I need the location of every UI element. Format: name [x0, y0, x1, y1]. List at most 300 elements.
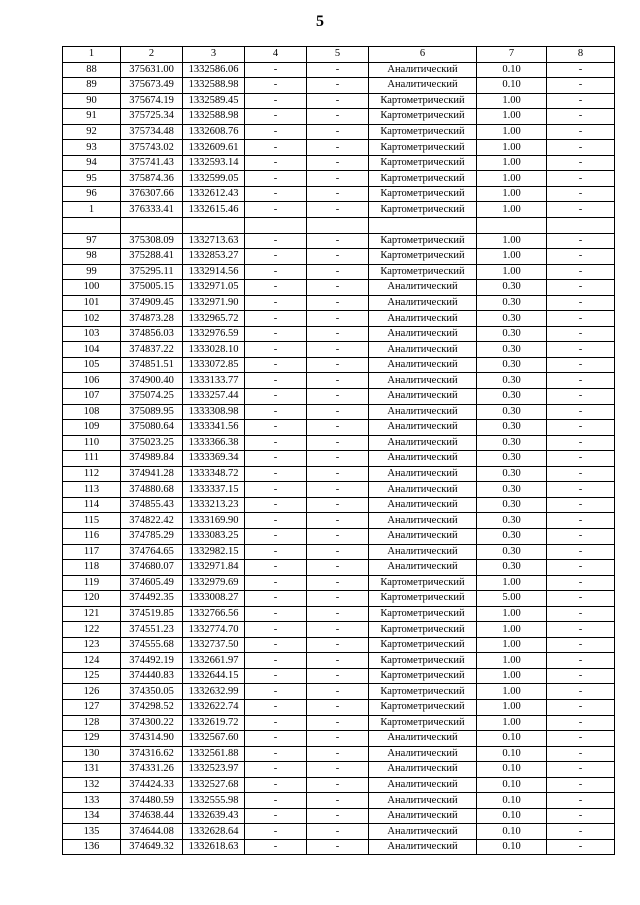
table-cell-col-5: - — [307, 777, 369, 793]
table-row — [63, 249, 615, 265]
table-cell-col-6 — [369, 218, 477, 234]
table-cell-col-2: 375734.48 — [121, 124, 183, 140]
table-cell-col-6: Картометрический — [369, 606, 477, 622]
table-cell-col-5: - — [307, 295, 369, 311]
table-cell-col-7: 1.00 — [477, 264, 547, 280]
table-cell-col-3: 1332619.72 — [183, 715, 245, 731]
table-cell-col-3: 1332589.45 — [183, 93, 245, 109]
table-cell-col-8: - — [547, 435, 615, 451]
table-cell-col-7: 0.30 — [477, 342, 547, 358]
table-cell-col-8: - — [547, 62, 615, 78]
table-cell-col-3: 1332609.61 — [183, 140, 245, 156]
table-cell-col-1: 133 — [63, 793, 121, 809]
table-cell-col-7: 5.00 — [477, 591, 547, 607]
table-cell-col-2: 374492.35 — [121, 591, 183, 607]
table-cell-col-4 — [245, 218, 307, 234]
table-cell-col-2: 374989.84 — [121, 451, 183, 467]
table-row — [63, 513, 615, 529]
column-header-4: 4 — [245, 47, 307, 63]
table-cell-col-2: 374822.42 — [121, 513, 183, 529]
table-cell-col-4: - — [245, 824, 307, 840]
table-cell-col-2: 374764.65 — [121, 544, 183, 560]
table-cell-col-1: 125 — [63, 668, 121, 684]
column-header-7: 7 — [477, 47, 547, 63]
table-cell-col-3: 1332588.98 — [183, 109, 245, 125]
table-cell-col-5: - — [307, 155, 369, 171]
table-cell-col-1: 109 — [63, 420, 121, 436]
table-cell-col-3: 1333083.25 — [183, 528, 245, 544]
table-cell-col-7: 0.10 — [477, 78, 547, 94]
table-cell-col-5: - — [307, 451, 369, 467]
table-cell-col-4: - — [245, 93, 307, 109]
table-cell-col-3: 1332628.64 — [183, 824, 245, 840]
table-cell-col-2: 374480.59 — [121, 793, 183, 809]
table-row — [63, 186, 615, 202]
table-cell-col-8: - — [547, 466, 615, 482]
table-cell-col-8: - — [547, 808, 615, 824]
table-cell-col-5: - — [307, 62, 369, 78]
table-cell-col-5: - — [307, 497, 369, 513]
table-cell-col-4: - — [245, 466, 307, 482]
table-cell-col-7: 1.00 — [477, 699, 547, 715]
table-cell-col-3: 1332971.05 — [183, 280, 245, 296]
table-cell-col-7: 1.00 — [477, 684, 547, 700]
table-cell-col-8: - — [547, 373, 615, 389]
table-cell-col-8: - — [547, 311, 615, 327]
table-cell-col-8: - — [547, 420, 615, 436]
table-cell-col-8: - — [547, 186, 615, 202]
table-cell-col-2: 375080.64 — [121, 420, 183, 436]
table-cell-col-4: - — [245, 62, 307, 78]
table-cell-col-2: 374900.40 — [121, 373, 183, 389]
column-header-2: 2 — [121, 47, 183, 63]
table-cell-col-2: 375673.49 — [121, 78, 183, 94]
table-cell-col-6: Картометрический — [369, 171, 477, 187]
table-cell-col-5: - — [307, 824, 369, 840]
table-cell-col-2: 374350.05 — [121, 684, 183, 700]
table-cell-col-8: - — [547, 591, 615, 607]
table-cell-col-8: - — [547, 637, 615, 653]
table-cell-col-4: - — [245, 622, 307, 638]
table-cell-col-6: Картометрический — [369, 591, 477, 607]
table-row — [63, 482, 615, 498]
table-cell-col-5: - — [307, 373, 369, 389]
table-cell-col-7: 1.00 — [477, 575, 547, 591]
table-row — [63, 591, 615, 607]
table-cell-col-6: Картометрический — [369, 684, 477, 700]
table-cell-col-6: Картометрический — [369, 202, 477, 218]
table-cell-col-6: Аналитический — [369, 404, 477, 420]
table-cell-col-6: Картометрический — [369, 233, 477, 249]
table-cell-col-7: 1.00 — [477, 124, 547, 140]
table-cell-col-5: - — [307, 186, 369, 202]
table-cell-col-6: Картометрический — [369, 140, 477, 156]
table-cell-col-3: 1332713.63 — [183, 233, 245, 249]
table-row — [63, 746, 615, 762]
table-row — [63, 839, 615, 855]
table-cell-col-3: 1333369.34 — [183, 451, 245, 467]
table-cell-col-6: Аналитический — [369, 466, 477, 482]
table-row — [63, 357, 615, 373]
table-cell-col-3: 1332965.72 — [183, 311, 245, 327]
table-cell-col-4: - — [245, 109, 307, 125]
table-cell-col-4: - — [245, 280, 307, 296]
table-row — [63, 684, 615, 700]
table-cell-col-3: 1332737.50 — [183, 637, 245, 653]
table-cell-col-5: - — [307, 528, 369, 544]
table-cell-col-6: Аналитический — [369, 824, 477, 840]
table-cell-col-6: Аналитический — [369, 777, 477, 793]
table-cell-col-2: 374440.83 — [121, 668, 183, 684]
table-cell-col-5: - — [307, 715, 369, 731]
table-cell-col-8: - — [547, 824, 615, 840]
table-cell-col-5: - — [307, 78, 369, 94]
table-cell-col-6: Аналитический — [369, 389, 477, 405]
table-cell-col-3: 1332976.59 — [183, 326, 245, 342]
table-row — [63, 420, 615, 436]
table-row — [63, 155, 615, 171]
table-row — [63, 109, 615, 125]
table-cell-col-7: 0.10 — [477, 808, 547, 824]
table-cell-col-7: 1.00 — [477, 140, 547, 156]
table-cell-col-4: - — [245, 575, 307, 591]
table-cell-col-7: 0.10 — [477, 731, 547, 747]
table-cell-col-1: 101 — [63, 295, 121, 311]
table-cell-col-1: 122 — [63, 622, 121, 638]
table-cell-col-7: 1.00 — [477, 249, 547, 265]
table-row — [63, 824, 615, 840]
table-cell-col-1: 116 — [63, 528, 121, 544]
table-row — [63, 171, 615, 187]
table-cell-col-1: 112 — [63, 466, 121, 482]
table-cell-col-7: 1.00 — [477, 637, 547, 653]
table-cell-col-8: - — [547, 342, 615, 358]
table-cell-col-4: - — [245, 715, 307, 731]
table-cell-col-3: 1333169.90 — [183, 513, 245, 529]
table-cell-col-8: - — [547, 78, 615, 94]
table-cell-col-5: - — [307, 311, 369, 327]
table-cell-col-3: 1332599.05 — [183, 171, 245, 187]
table-cell-col-7: 1.00 — [477, 109, 547, 125]
table-row — [63, 793, 615, 809]
table-cell-col-1: 129 — [63, 731, 121, 747]
header-row — [63, 47, 615, 63]
table-cell-col-7: 0.10 — [477, 824, 547, 840]
table-cell-col-1 — [63, 218, 121, 234]
table-cell-col-1: 128 — [63, 715, 121, 731]
table-cell-col-7: 1.00 — [477, 622, 547, 638]
table-cell-col-7: 0.30 — [477, 544, 547, 560]
table-cell-col-1: 134 — [63, 808, 121, 824]
table-cell-col-1: 130 — [63, 746, 121, 762]
table-cell-col-3: 1333341.56 — [183, 420, 245, 436]
table-cell-col-8: - — [547, 497, 615, 513]
table-cell-col-8: - — [547, 249, 615, 265]
table-cell-col-7: 0.30 — [477, 404, 547, 420]
table-cell-col-1: 131 — [63, 762, 121, 778]
table-cell-col-6: Аналитический — [369, 544, 477, 560]
table-cell-col-6: Аналитический — [369, 513, 477, 529]
table-cell-col-1: 120 — [63, 591, 121, 607]
table-cell-col-2: 374837.22 — [121, 342, 183, 358]
table-cell-col-7: 0.30 — [477, 497, 547, 513]
table-cell-col-2: 375631.00 — [121, 62, 183, 78]
table-cell-col-5: - — [307, 466, 369, 482]
table-cell-col-3: 1333028.10 — [183, 342, 245, 358]
table-cell-col-3: 1333308.98 — [183, 404, 245, 420]
table-cell-col-4: - — [245, 762, 307, 778]
table-cell-col-1: 132 — [63, 777, 121, 793]
table-cell-col-4: - — [245, 451, 307, 467]
table-cell-col-3: 1333133.77 — [183, 373, 245, 389]
column-header-1: 1 — [63, 47, 121, 63]
table-cell-col-3: 1333366.38 — [183, 435, 245, 451]
table-row — [63, 668, 615, 684]
table-cell-col-2: 374941.28 — [121, 466, 183, 482]
table-cell-col-2: 375288.41 — [121, 249, 183, 265]
table-cell-col-2: 374880.68 — [121, 482, 183, 498]
table-cell-col-4: - — [245, 357, 307, 373]
table-cell-col-8: - — [547, 762, 615, 778]
table-cell-col-7: 1.00 — [477, 202, 547, 218]
table-cell-col-2: 374555.68 — [121, 637, 183, 653]
table-cell-col-5: - — [307, 544, 369, 560]
table-row — [63, 699, 615, 715]
table-cell-col-6: Картометрический — [369, 93, 477, 109]
table-cell-col-2: 375308.09 — [121, 233, 183, 249]
table-cell-col-3: 1332914.56 — [183, 264, 245, 280]
table-cell-col-2: 375743.02 — [121, 140, 183, 156]
table-cell-col-3: 1332644.15 — [183, 668, 245, 684]
table-cell-col-5: - — [307, 171, 369, 187]
column-header-3: 3 — [183, 47, 245, 63]
table-separator-row — [63, 218, 615, 234]
table-cell-col-8: - — [547, 731, 615, 747]
table-cell-col-1: 123 — [63, 637, 121, 653]
table-cell-col-3: 1333348.72 — [183, 466, 245, 482]
column-header-5: 5 — [307, 47, 369, 63]
table-cell-col-4: - — [245, 311, 307, 327]
table-row — [63, 808, 615, 824]
table-cell-col-5: - — [307, 746, 369, 762]
table-cell-col-2: 374298.52 — [121, 699, 183, 715]
table-cell-col-4: - — [245, 699, 307, 715]
table-cell-col-3 — [183, 218, 245, 234]
table-cell-col-6: Картометрический — [369, 575, 477, 591]
table-cell-col-4: - — [245, 326, 307, 342]
table-cell-col-5: - — [307, 606, 369, 622]
table-cell-col-5: - — [307, 699, 369, 715]
table-cell-col-2: 375023.25 — [121, 435, 183, 451]
table-cell-col-8: - — [547, 528, 615, 544]
table-cell-col-8: - — [547, 171, 615, 187]
table-cell-col-6: Аналитический — [369, 746, 477, 762]
table-row — [63, 497, 615, 513]
table-cell-col-4: - — [245, 404, 307, 420]
table-cell-col-6: Картометрический — [369, 653, 477, 669]
table-cell-col-3: 1333213.23 — [183, 497, 245, 513]
table-cell-col-4: - — [245, 186, 307, 202]
table-cell-col-3: 1332853.27 — [183, 249, 245, 265]
table-cell-col-3: 1332523.97 — [183, 762, 245, 778]
table-cell-col-1: 92 — [63, 124, 121, 140]
table-cell-col-1: 105 — [63, 357, 121, 373]
table-cell-col-5: - — [307, 560, 369, 576]
table-row — [63, 777, 615, 793]
table-cell-col-5: - — [307, 637, 369, 653]
table-cell-col-3: 1332527.68 — [183, 777, 245, 793]
table-cell-col-8: - — [547, 777, 615, 793]
table-cell-col-4: - — [245, 497, 307, 513]
table-cell-col-4: - — [245, 202, 307, 218]
table-row — [63, 622, 615, 638]
table-cell-col-5: - — [307, 575, 369, 591]
table-cell-col-1: 99 — [63, 264, 121, 280]
table-cell-col-4: - — [245, 513, 307, 529]
table-cell-col-8: - — [547, 513, 615, 529]
table-cell-col-8: - — [547, 389, 615, 405]
table-cell-col-2: 375074.25 — [121, 389, 183, 405]
table-cell-col-6: Аналитический — [369, 482, 477, 498]
table-cell-col-1: 1 — [63, 202, 121, 218]
table-row — [63, 637, 615, 653]
table-cell-col-1: 113 — [63, 482, 121, 498]
table-cell-col-6: Картометрический — [369, 715, 477, 731]
table-cell-col-4: - — [245, 606, 307, 622]
table-row — [63, 62, 615, 78]
table-cell-col-2: 375295.11 — [121, 264, 183, 280]
table-cell-col-7: 0.30 — [477, 389, 547, 405]
table-cell-col-6: Картометрический — [369, 668, 477, 684]
table-cell-col-5: - — [307, 124, 369, 140]
table-cell-col-3: 1332586.06 — [183, 62, 245, 78]
table-cell-col-6: Аналитический — [369, 762, 477, 778]
table-row — [63, 762, 615, 778]
table-row — [63, 575, 615, 591]
table-cell-col-1: 121 — [63, 606, 121, 622]
table-cell-col-8: - — [547, 684, 615, 700]
table-cell-col-4: - — [245, 668, 307, 684]
table-cell-col-1: 117 — [63, 544, 121, 560]
table-cell-col-4: - — [245, 78, 307, 94]
table-cell-col-3: 1332593.14 — [183, 155, 245, 171]
table-cell-col-8: - — [547, 280, 615, 296]
table-cell-col-1: 89 — [63, 78, 121, 94]
table-row — [63, 653, 615, 669]
table-cell-col-1: 126 — [63, 684, 121, 700]
table-cell-col-5: - — [307, 264, 369, 280]
table-cell-col-3: 1332971.84 — [183, 560, 245, 576]
table-cell-col-2: 375005.15 — [121, 280, 183, 296]
table-cell-col-5: - — [307, 233, 369, 249]
table-cell-col-6: Картометрический — [369, 155, 477, 171]
table-cell-col-1: 94 — [63, 155, 121, 171]
table-row — [63, 451, 615, 467]
table-cell-col-2: 374605.49 — [121, 575, 183, 591]
table-cell-col-2: 376307.66 — [121, 186, 183, 202]
table-cell-col-8: - — [547, 575, 615, 591]
table-cell-col-4: - — [245, 342, 307, 358]
table-cell-col-2: 374492.19 — [121, 653, 183, 669]
table-cell-col-6: Аналитический — [369, 420, 477, 436]
table-row — [63, 311, 615, 327]
table-cell-col-7: 0.30 — [477, 280, 547, 296]
table-cell-col-6: Аналитический — [369, 560, 477, 576]
table-cell-col-8: - — [547, 560, 615, 576]
table-cell-col-3: 1332661.97 — [183, 653, 245, 669]
table-cell-col-4: - — [245, 684, 307, 700]
table-cell-col-5: - — [307, 342, 369, 358]
table-cell-col-1: 124 — [63, 653, 121, 669]
table-row — [63, 280, 615, 296]
table-cell-col-7: 0.30 — [477, 420, 547, 436]
table-cell-col-6: Аналитический — [369, 435, 477, 451]
table-cell-col-4: - — [245, 839, 307, 855]
table-cell-col-4: - — [245, 420, 307, 436]
table-cell-col-6: Картометрический — [369, 249, 477, 265]
table-cell-col-7: 0.30 — [477, 326, 547, 342]
table-cell-col-2: 374851.51 — [121, 357, 183, 373]
table-cell-col-3: 1332774.70 — [183, 622, 245, 638]
table-cell-col-4: - — [245, 249, 307, 265]
table-cell-col-2: 374316.62 — [121, 746, 183, 762]
table-cell-col-8: - — [547, 699, 615, 715]
table-cell-col-1: 107 — [63, 389, 121, 405]
table-row — [63, 78, 615, 94]
table-cell-col-1: 135 — [63, 824, 121, 840]
table-cell-col-3: 1333008.27 — [183, 591, 245, 607]
table-cell-col-8: - — [547, 124, 615, 140]
table-row — [63, 466, 615, 482]
table-cell-col-8: - — [547, 233, 615, 249]
table-cell-col-6: Картометрический — [369, 622, 477, 638]
table-cell-col-1: 102 — [63, 311, 121, 327]
table-cell-col-7: 0.10 — [477, 762, 547, 778]
table-cell-col-2: 374909.45 — [121, 295, 183, 311]
table-cell-col-4: - — [245, 373, 307, 389]
table-cell-col-5: - — [307, 280, 369, 296]
table-cell-col-8: - — [547, 326, 615, 342]
table-cell-col-6: Аналитический — [369, 528, 477, 544]
table-cell-col-8: - — [547, 622, 615, 638]
table-cell-col-4: - — [245, 793, 307, 809]
table-cell-col-4: - — [245, 140, 307, 156]
table-cell-col-3: 1332567.60 — [183, 731, 245, 747]
table-row — [63, 124, 615, 140]
table-row — [63, 389, 615, 405]
table-cell-col-7: 0.30 — [477, 311, 547, 327]
table-row — [63, 140, 615, 156]
table-cell-col-4: - — [245, 637, 307, 653]
table-cell-col-7: 1.00 — [477, 155, 547, 171]
table-cell-col-6: Картометрический — [369, 699, 477, 715]
table-cell-col-2 — [121, 218, 183, 234]
table-cell-col-7: 0.30 — [477, 373, 547, 389]
table-row — [63, 295, 615, 311]
table-cell-col-3: 1333257.44 — [183, 389, 245, 405]
table-cell-col-6: Аналитический — [369, 357, 477, 373]
table-cell-col-8: - — [547, 451, 615, 467]
table-cell-col-4: - — [245, 155, 307, 171]
table-cell-col-5: - — [307, 482, 369, 498]
table-cell-col-5: - — [307, 357, 369, 373]
table-cell-col-5: - — [307, 202, 369, 218]
table-cell-col-2: 374649.32 — [121, 839, 183, 855]
table-cell-col-5: - — [307, 684, 369, 700]
table-cell-col-3: 1332555.98 — [183, 793, 245, 809]
table-cell-col-1: 110 — [63, 435, 121, 451]
table-cell-col-1: 91 — [63, 109, 121, 125]
